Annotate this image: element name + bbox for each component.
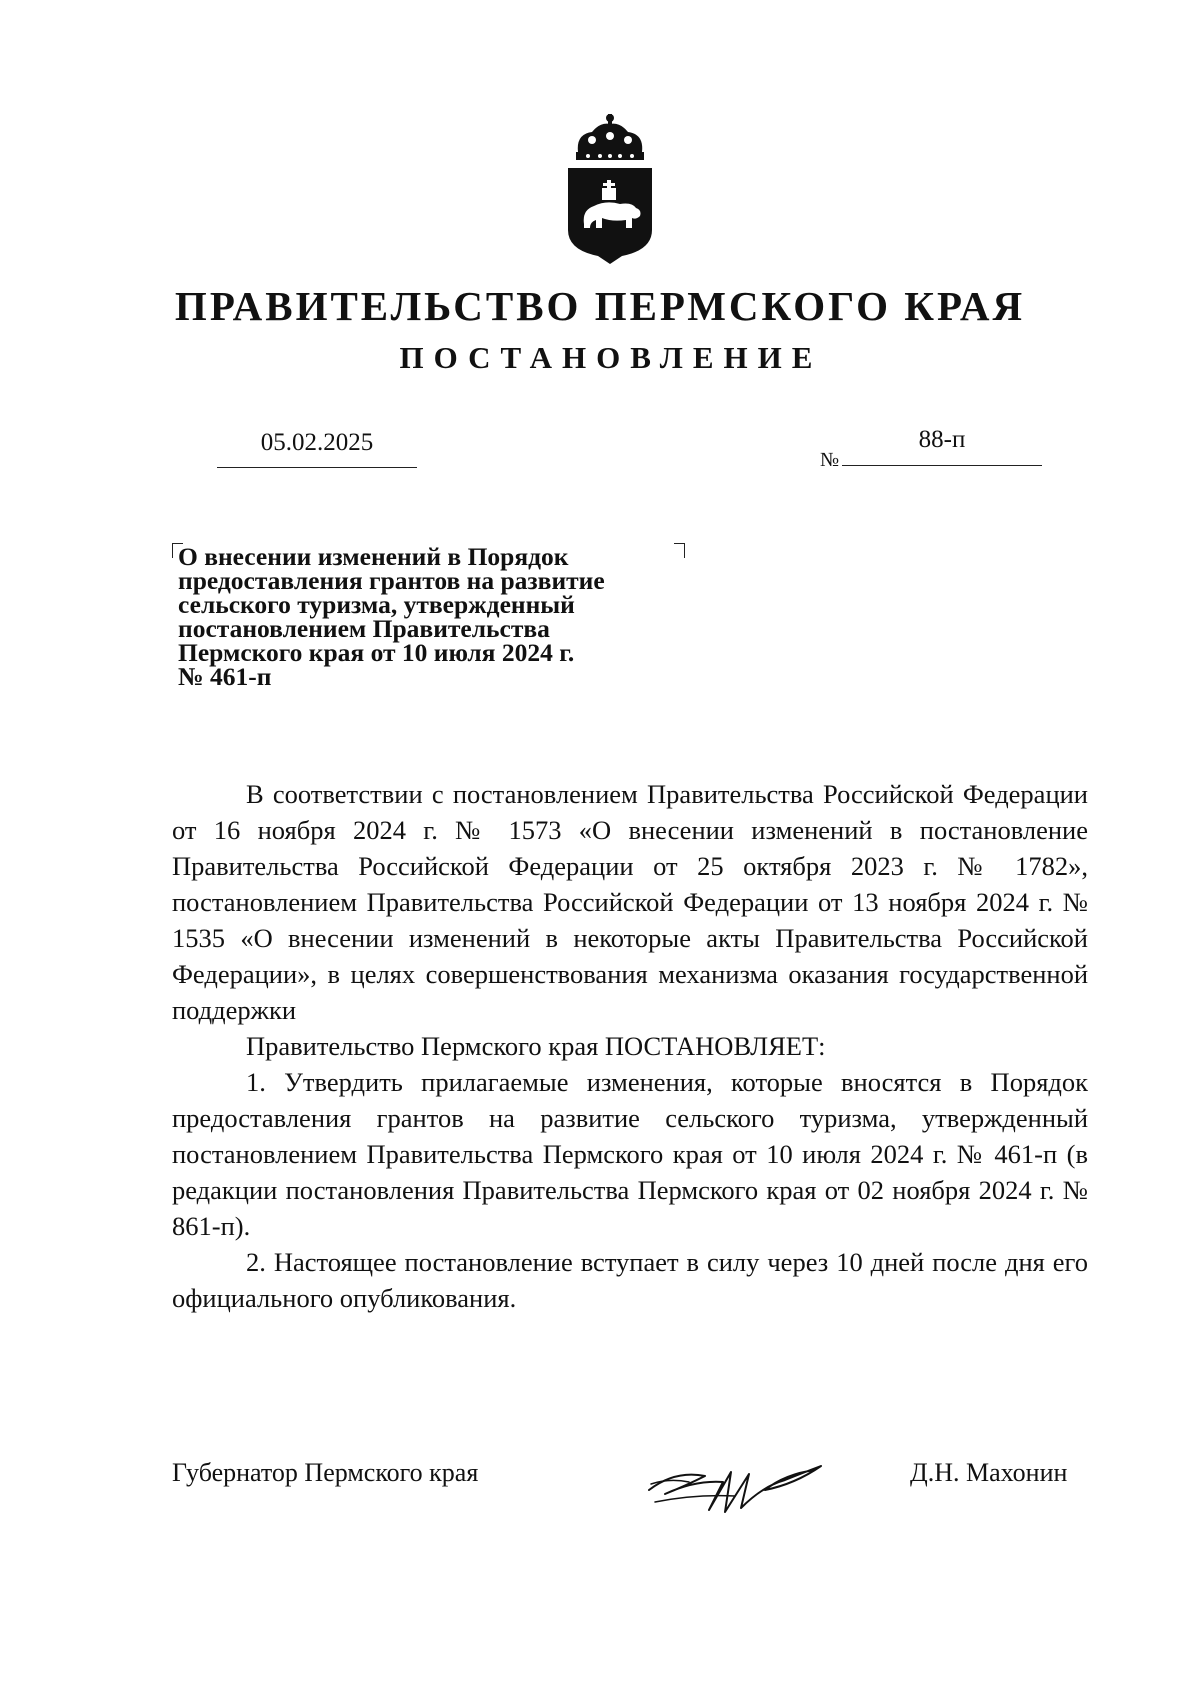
item-2-paragraph: 2. Настоящее постановление вступает в силу через 10 дней после дня его официального опубликования. (172, 1247, 1088, 1313)
resolves-paragraph: Правительство Пермского края ПОСТАНОВЛЯЕТ: (246, 1031, 826, 1061)
item-1-paragraph: 1. Утвердить прилагаемые изменения, которые вносятся в Порядок предоставления грантов на развитие сельского туризма, утвержденный постановлением Правительства Пермского края от 10 июля 2024 г. № 461-п (в редакции постановления Правительства Пермского края от 02 ноября 2024 г. № 861-п). (172, 1067, 1088, 1241)
subject-line: сельского туризма, утвержденный (178, 590, 575, 619)
date-underline (217, 467, 417, 468)
document-number: 88-п (918, 426, 966, 453)
subject-line: предоставления грантов на развитие (178, 566, 605, 595)
document-body (172, 776, 1088, 1316)
signatory-position: Губернатор Пермского края (172, 1458, 479, 1487)
number-sign: № (820, 449, 840, 471)
subject-line: О внесении изменений в Порядок (178, 542, 569, 571)
perm-krai-coat-of-arms-icon (562, 112, 658, 264)
preamble-paragraph: В соответствии с постановлением Правительства Российской Федерации от 16 ноября 2024 г. № 1573 «О внесении изменений в постановление Правительства Российской Федерации от 25 октября 2023 г. № 1782», постановлением Правительства Российской Федерации от 13 ноября 2024 г. № 1535 «О внесении изменений в некоторые акты Правительства Российской Федерации», в целях совершенствования механизма оказания государственной поддержки (172, 779, 1088, 1025)
subject-line: постановлением Правительства (178, 614, 550, 643)
signatory-name: Д.Н. Махонин (910, 1458, 1068, 1487)
organization-title: ПРАВИТЕЛЬСТВО ПЕРМСКОГО КРАЯ (174, 283, 1026, 329)
document-subject (178, 542, 678, 691)
handwritten-signature-icon (645, 1450, 825, 1520)
document-date: 05.02.2025 (260, 429, 374, 456)
number-underline (842, 465, 1042, 466)
subject-line: № 461-п (178, 662, 272, 691)
document-type: ПОСТАНОВЛЕНИЕ (399, 340, 823, 375)
subject-line: Пермского края от 10 июля 2024 г. (178, 638, 575, 667)
